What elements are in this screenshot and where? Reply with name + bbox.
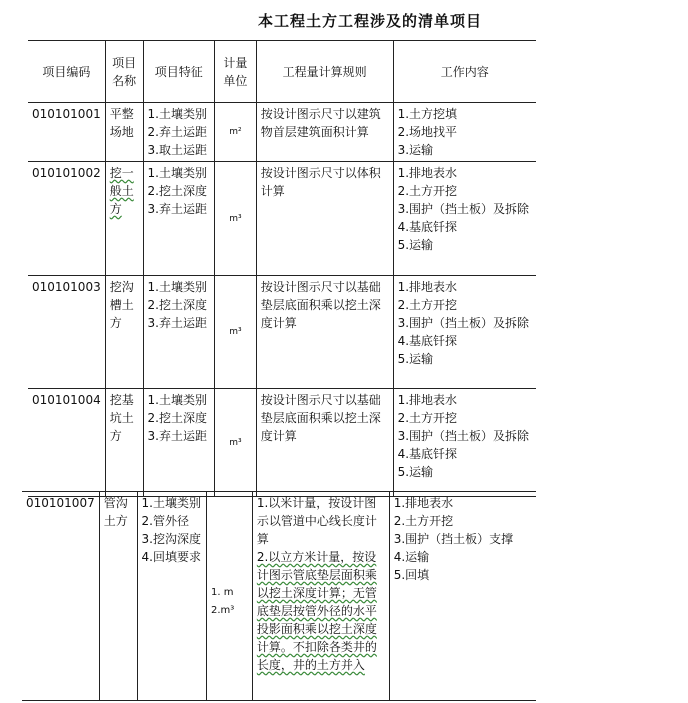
row-features	[143, 389, 214, 497]
row-features	[137, 492, 206, 700]
work-item: 3.围护（挡土板）及拆除	[397, 429, 530, 443]
row-code: 010101001	[28, 103, 105, 162]
rule-item: 1.以米计量，按设计图示以管道中心线长度计算	[256, 496, 377, 546]
row-name-text: 挖一般土方	[109, 166, 134, 216]
feature-item: 3.弃土运距	[147, 202, 207, 216]
row-code: 010101004	[28, 389, 105, 497]
row-rule	[252, 492, 389, 700]
row-unit: m³	[215, 162, 257, 276]
feature-item: 2.挖土深度	[147, 298, 207, 312]
feature-item: 1.土壤类别	[147, 107, 207, 121]
row-name: 挖基坑土方	[105, 389, 143, 497]
pipe-trench-table	[22, 492, 536, 701]
table-row	[28, 389, 536, 497]
feature-item: 2.挖土深度	[147, 184, 207, 198]
row-work	[393, 103, 536, 162]
feature-item: 2.挖土深度	[147, 411, 207, 425]
table-row	[28, 276, 536, 389]
row-features	[143, 162, 214, 276]
work-item: 3.围护（挡土板）支撑	[393, 532, 514, 546]
row-name: 挖沟槽土方	[105, 276, 143, 389]
feature-item: 3.弃土运距	[147, 316, 207, 330]
feature-item: 4.回填要求	[141, 550, 201, 564]
work-item: 1.排地表水	[397, 393, 458, 407]
work-item: 4.基底钎探	[397, 447, 458, 461]
row-work	[393, 389, 536, 497]
row-rule: 按设计图示尺寸以基础垫层底面积乘以挖土深度计算	[256, 389, 393, 497]
row-name: 管沟土方	[99, 492, 137, 700]
unit-item: 2.m³	[211, 604, 235, 616]
work-item: 1.排地表水	[397, 280, 458, 294]
work-item: 3.运输	[397, 143, 434, 157]
feature-item: 1.土壤类别	[147, 280, 207, 294]
row-name: 平整场地	[105, 103, 143, 162]
work-item: 1.排地表水	[393, 496, 454, 510]
feature-item: 1.土壤类别	[147, 166, 207, 180]
rule-item: 2.以立方米计量，按设计图示管底垫层面积乘以挖土深度计算；无管底垫层按管外径的水平投影面积乘以挖土深度计算。不扣除各类井的长度，井的土方并入	[256, 550, 377, 672]
feature-item: 1.土壤类别	[147, 393, 207, 407]
feature-item: 2.管外径	[141, 514, 189, 528]
work-item: 4.基底钎探	[397, 334, 458, 348]
header-feature: 项目特征	[143, 41, 214, 103]
row-features	[143, 276, 214, 389]
header-unit: 计量单位	[215, 41, 257, 103]
row-code: 010101002	[28, 162, 105, 276]
work-item: 2.土方开挖	[397, 298, 458, 312]
row-unit: m³	[215, 389, 257, 497]
row-code: 010101007	[22, 492, 99, 700]
feature-item: 1.土壤类别	[141, 496, 201, 510]
work-item: 2.场地找平	[397, 125, 458, 139]
header-code: 项目编码	[28, 41, 105, 103]
work-item: 1.排地表水	[397, 166, 458, 180]
row-work	[393, 162, 536, 276]
row-rule: 按设计图示尺寸以体积计算	[256, 162, 393, 276]
unit-item: 1. m	[211, 586, 234, 598]
header-name: 项目名称	[105, 41, 143, 103]
work-item: 4.运输	[393, 550, 430, 564]
work-item: 5.运输	[397, 465, 434, 479]
row-work	[389, 492, 536, 700]
work-item: 3.围护（挡土板）及拆除	[397, 202, 530, 216]
feature-item: 2.弃土运距	[147, 125, 207, 139]
table-row	[28, 103, 536, 162]
work-item: 4.基底钎探	[397, 220, 458, 234]
work-item: 5.运输	[397, 238, 434, 252]
row-unit: m²	[215, 103, 257, 162]
header-work: 工作内容	[393, 41, 536, 103]
work-item: 3.围护（挡土板）及拆除	[397, 316, 530, 330]
feature-item: 3.取土运距	[147, 143, 207, 157]
row-rule: 按设计图示尺寸以建筑物首层建筑面积计算	[256, 103, 393, 162]
table-header-row	[28, 41, 536, 103]
work-item: 2.土方开挖	[393, 514, 454, 528]
row-unit: m³	[215, 276, 257, 389]
header-rule: 工程量计算规则	[256, 41, 393, 103]
row-rule: 按设计图示尺寸以基础垫层底面积乘以挖土深度计算	[256, 276, 393, 389]
work-item: 1.土方挖填	[397, 107, 458, 121]
row-name	[105, 162, 143, 276]
bill-items-table	[28, 40, 536, 497]
work-item: 5.回填	[393, 568, 430, 582]
work-item: 2.土方开挖	[397, 184, 458, 198]
row-code: 010101003	[28, 276, 105, 389]
feature-item: 3.弃土运距	[147, 429, 207, 443]
work-item: 2.土方开挖	[397, 411, 458, 425]
table-row	[28, 162, 536, 276]
row-features	[143, 103, 214, 162]
document-title: 本工程土方工程涉及的清单项目	[257, 12, 482, 30]
row-unit	[207, 492, 253, 700]
row-work	[393, 276, 536, 389]
table-row	[22, 492, 536, 700]
feature-item: 3.挖沟深度	[141, 532, 201, 546]
work-item: 5.运输	[397, 352, 434, 366]
